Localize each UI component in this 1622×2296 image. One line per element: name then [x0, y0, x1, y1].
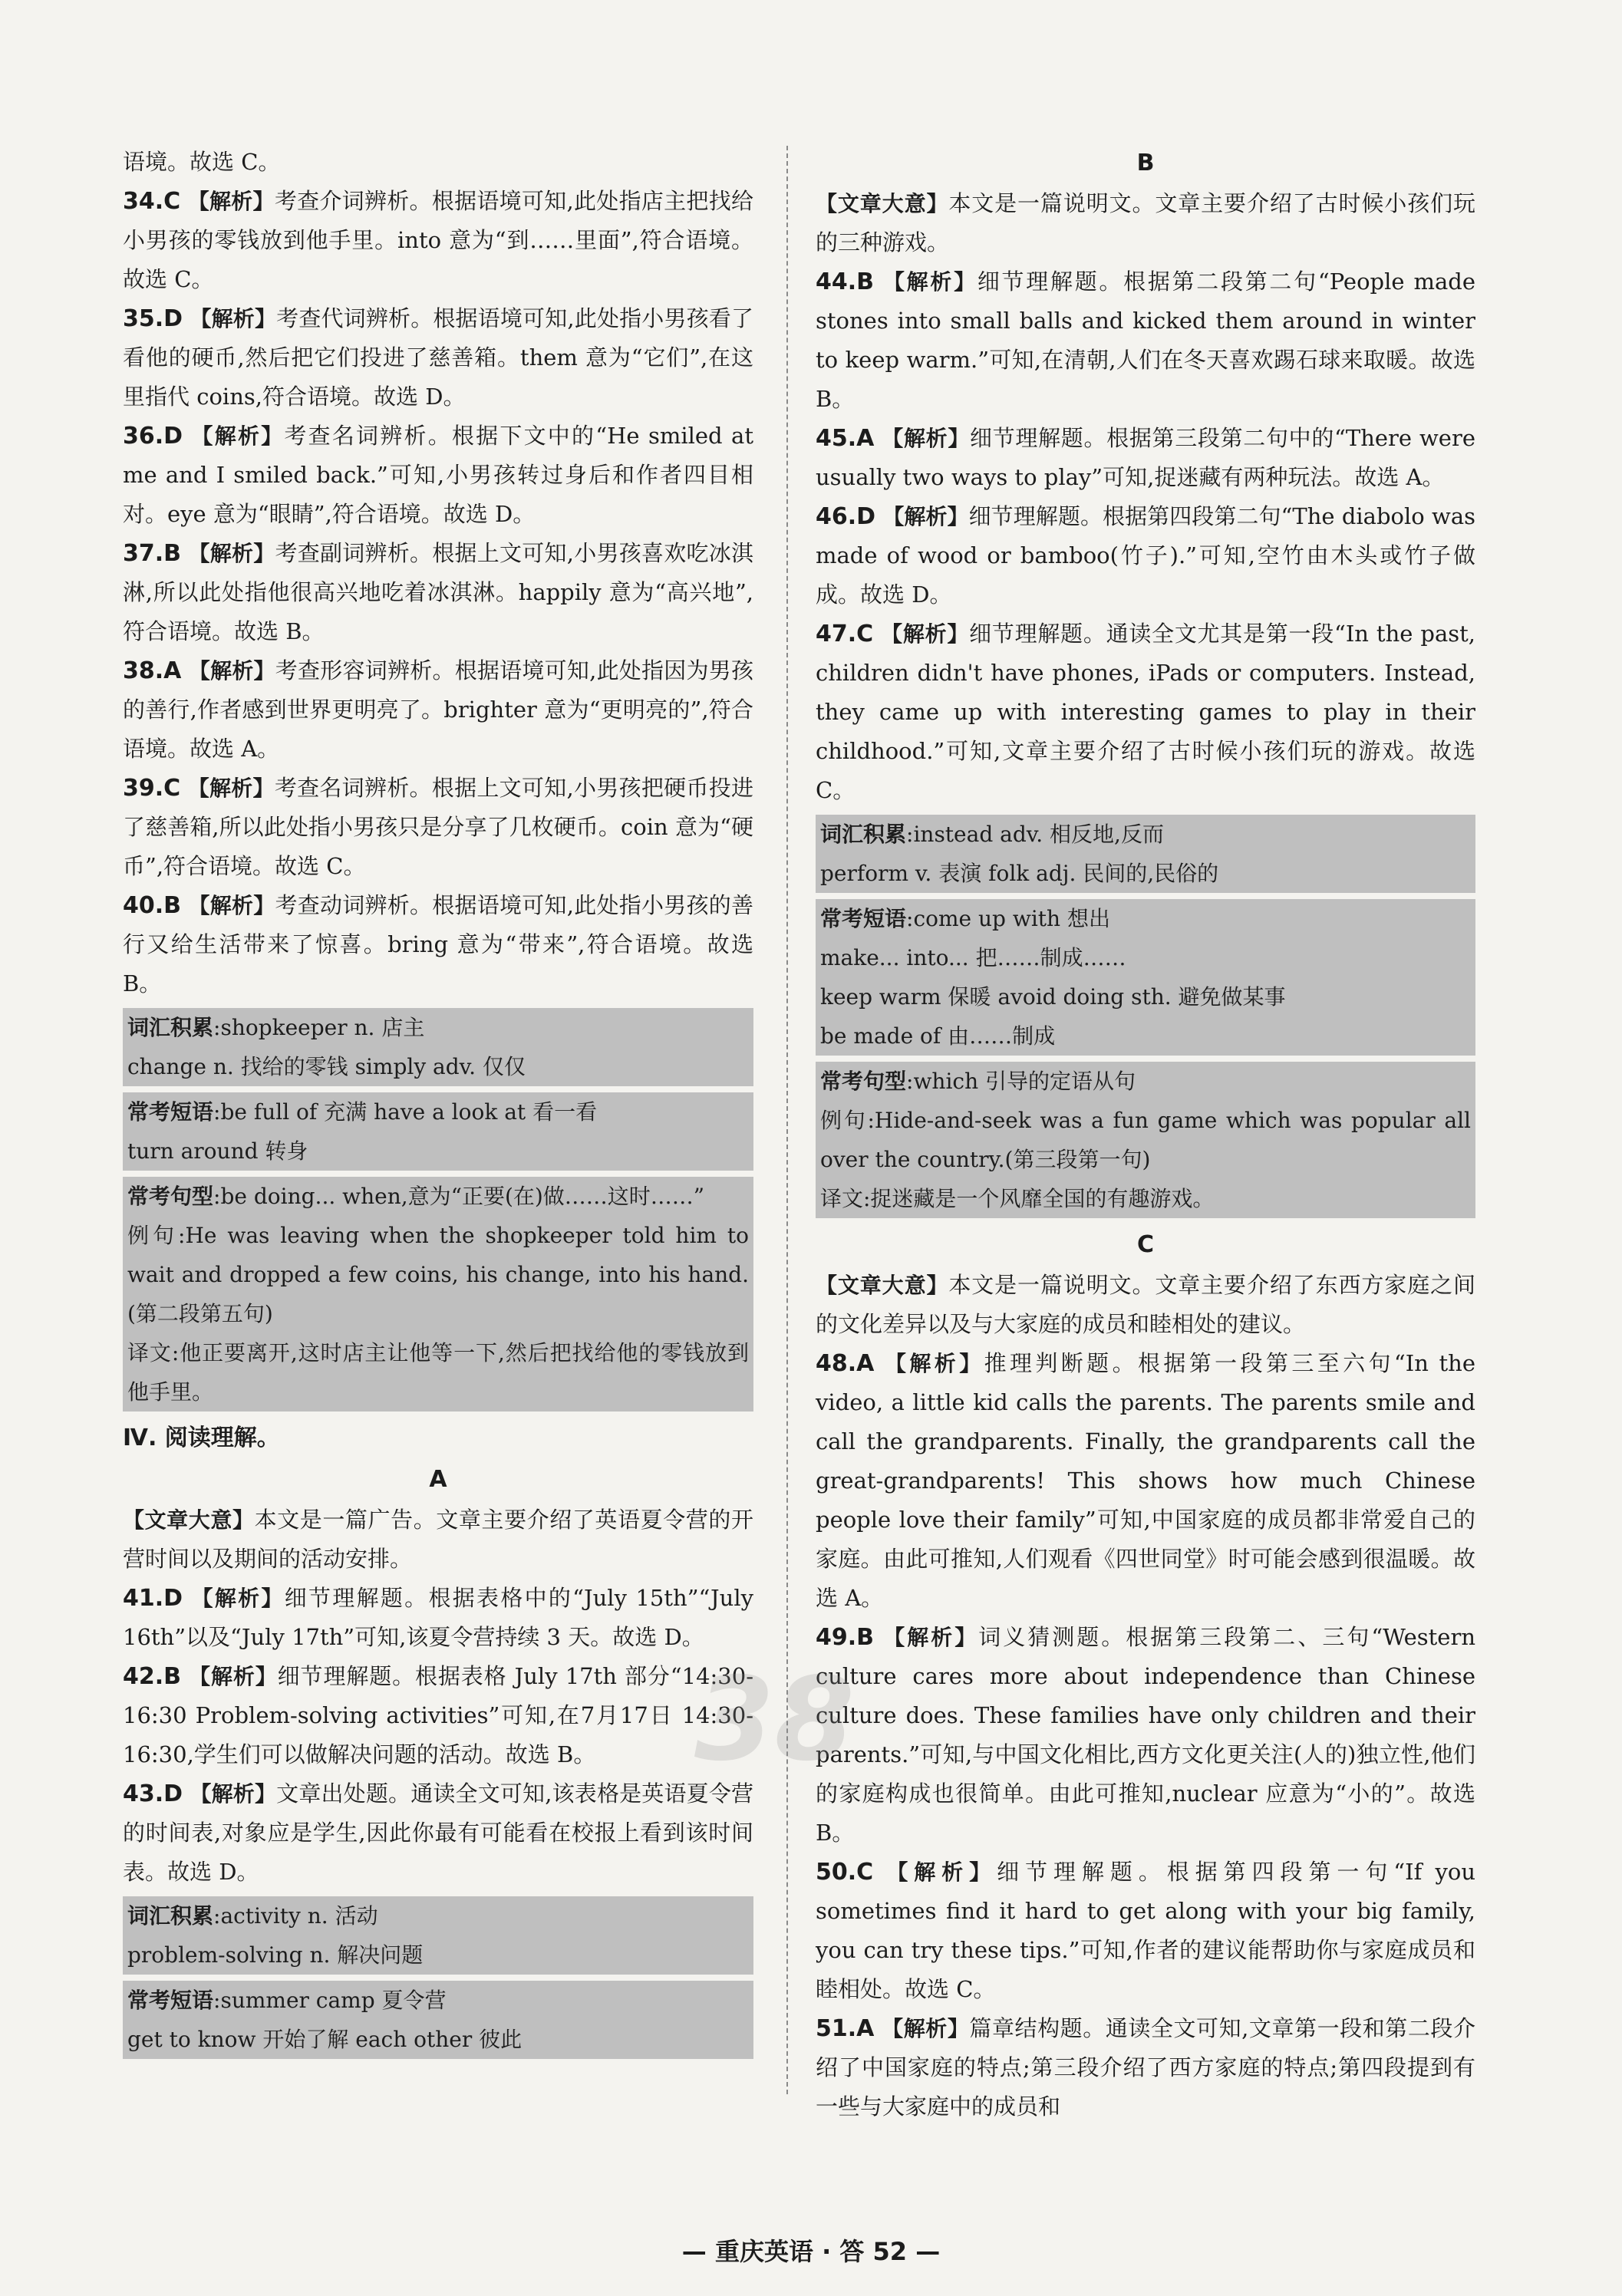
answer-text: 考查代词辨析。根据语境可知,此处指小男孩看了看他的硬币,然后把它们投进了慈善箱。them 意为“它们”,在这里指代 coins,符合语境。故选 D。: [123, 305, 753, 410]
note-label: 常考句型: [127, 1184, 214, 1209]
answer-item: [816, 614, 1475, 810]
section-tag: 【解析】: [188, 893, 275, 918]
answer-text: 细节理解题。根据表格中的“July 15th”“July 16th”以及“July 17th”可知,该夏令营持续 3 天。故选 D。: [123, 1585, 753, 1650]
note-text: turn around 转身: [127, 1138, 308, 1164]
note-label: 常考句型: [820, 1069, 907, 1094]
note-line: [820, 854, 1471, 893]
answer-item: [816, 1618, 1475, 1853]
answer-text: 文章出处题。通读全文可知,该表格是英语夏令营的时间表,对象应是学生,因此你最有可能看在校报上看到该时间表。故选 D。: [123, 1780, 753, 1885]
answer-item: [816, 262, 1475, 419]
answer-text: 考查副词辨析。根据上文可知,小男孩喜欢吃冰淇淋,所以此处指他很高兴地吃着冰淇淋。happily 意为“高兴地”,符合语境。故选 B。: [123, 540, 753, 644]
note-line: [127, 1216, 749, 1333]
answer-number: 48.A: [816, 1350, 875, 1377]
answer-item: [123, 1657, 753, 1774]
section-tag: 【解析】: [882, 2016, 970, 2041]
answer-number: 50.C: [816, 1859, 874, 1886]
answer-number: 43.D: [123, 1780, 183, 1807]
note-line: [820, 815, 1471, 854]
left-column: [123, 143, 753, 2065]
answer-number: 49.B: [816, 1624, 875, 1651]
note-line: [127, 1981, 749, 2020]
section-letter: B: [1136, 150, 1155, 176]
answer-number: 45.A: [816, 425, 875, 452]
note-text: :come up with 想出: [906, 906, 1110, 931]
note-text: :instead adv. 相反地,反而: [906, 822, 1164, 847]
note-line: [127, 1008, 749, 1047]
answer-item: [816, 497, 1475, 614]
answer-item: [123, 1500, 753, 1579]
note-text: :activity n. 活动: [213, 1903, 378, 1929]
answer-number: 44.B: [816, 268, 875, 295]
answer-number: 51.A: [816, 2015, 875, 2042]
note-line: [820, 1179, 1471, 1218]
answer-text: 细节理解题。根据第四段第二句“The diabolo was made of wood or bamboo(竹子).”可知,空竹由木头或竹子做成。故选 D。: [816, 503, 1475, 608]
note-line: [127, 2020, 749, 2059]
note-text: 例句:He was leaving when the shopkeeper told him to wait and dropped a few coins, his change, into his hand.(第二段第五句): [127, 1223, 749, 1326]
note-label: 常考短语: [127, 1988, 214, 2013]
answer-number: 39.C: [123, 775, 181, 802]
answer-number: 40.B: [123, 892, 182, 919]
answer-number: 42.B: [123, 1663, 182, 1690]
note-text: :be doing... when,意为“正要(在)做……这时……”: [213, 1184, 705, 1209]
section-tag: 【解析】: [190, 306, 277, 331]
right-column: [816, 143, 1475, 2126]
section-tag: 【解析】: [189, 1664, 278, 1689]
note-label: 常考短语: [820, 906, 907, 931]
section-tag: 【解析】: [881, 621, 970, 647]
section-tag: 【解析】: [191, 1586, 285, 1611]
note-text: get to know 开始了解 each other 彼此: [127, 2027, 523, 2052]
answer-number: 37.B: [123, 540, 182, 567]
note-line: [127, 1177, 749, 1216]
answer-item: [123, 182, 753, 299]
section-letter: C: [1136, 1231, 1155, 1258]
answer-number: 35.D: [123, 305, 183, 332]
paragraph: 语境。故选 C。: [123, 149, 281, 175]
answer-item: [816, 1853, 1475, 2009]
section-heading: Ⅳ. 阅读理解。: [123, 1425, 280, 1451]
answer-text: 本文是一篇说明文。文章主要介绍了东西方家庭之间的文化差异以及与大家庭的成员和睦相处的建议。: [816, 1272, 1475, 1337]
answer-text: 细节理解题。根据表格 July 17th 部分“14:30-16:30 Problem-solving activities”可知,在7月17日 14:30-16:30,学生们可以做解决问题的活动。故选 B。: [123, 1663, 753, 1767]
note-line: [127, 1092, 749, 1132]
answer-item: [123, 1579, 753, 1657]
note-box: [123, 1177, 753, 1412]
section-tag: 【解析】: [188, 541, 275, 566]
note-line: [820, 1016, 1471, 1056]
answer-item: [123, 651, 753, 769]
answer-number: 34.C: [123, 188, 181, 215]
answer-item: [123, 886, 753, 1003]
answer-item: [123, 1774, 753, 1892]
answer-item: [816, 1266, 1475, 1344]
note-box: [816, 815, 1475, 893]
answer-text: 细节理解题。根据第二段第二句“People made stones into small balls and kicked them around in winter to keep warm.”可知,在清朝,人们在冬天喜欢踢石球来取暖。故选 B。: [816, 268, 1475, 412]
section-tag: 【解析】: [885, 1351, 984, 1376]
section-tag: 【文章大意】: [816, 1273, 949, 1298]
page-footer: — 重庆英语 · 答 52 —: [681, 2237, 941, 2266]
note-line: [820, 977, 1471, 1016]
note-label: 词汇积累: [127, 1903, 214, 1929]
answer-item: [816, 184, 1475, 262]
note-line: [820, 938, 1471, 977]
note-text: :summer camp 夏令营: [213, 1988, 447, 2013]
note-label: 词汇积累: [127, 1015, 214, 1040]
answer-item: [816, 419, 1475, 497]
note-line: [820, 899, 1471, 938]
answer-text: 本文是一篇说明文。文章主要介绍了古时候小孩们玩的三种游戏。: [816, 190, 1475, 255]
answer-text: 篇章结构题。通读全文可知,文章第一段和第二段介绍了中国家庭的特点;第三段介绍了西方家庭的特点;第四段提到有一些与大家庭中的成员和: [816, 2015, 1475, 2120]
answer-item: [123, 299, 753, 417]
answer-text: 考查介词辨析。根据语境可知,此处指店主把找给小男孩的零钱放到他手里。into 意为“到……里面”,符合语境。故选 C。: [123, 188, 753, 292]
note-box: [123, 1981, 753, 2059]
note-text: keep warm 保暖 avoid doing sth. 避免做某事: [820, 984, 1286, 1010]
answer-text: 细节理解题。根据第四段第一句“If you sometimes find it hard to get along with your big family, you can try these tips.”可知,作者的建议能帮助你与家庭成员和睦相处。故选 C。: [816, 1859, 1475, 2002]
note-line: [127, 1132, 749, 1171]
answer-text: 词义猜测题。根据第三段第二、三句“Western culture cares more about independence than Chinese culture does. These families have only children and their parents.”可知,与中国文化相比,西方文化更关注(人的)独立性,他们的家庭构成也很简单。由此可推知,nuclear 应意为“小的”。故选 B。: [816, 1624, 1475, 1846]
answer-item: [123, 534, 753, 651]
section-tag: 【解析】: [190, 1781, 277, 1807]
watermark-logo: 38: [694, 1653, 855, 1787]
answer-text: 考查动词辨析。根据语境可知,此处指小男孩的善行又给生活带来了惊喜。bring 意为“带来”,符合语境。故选 B。: [123, 892, 753, 996]
note-text: :be full of 充满 have a look at 看一看: [213, 1099, 598, 1125]
answer-item: [123, 417, 753, 534]
answer-text: 考查名词辨析。根据上文可知,小男孩把硬币投进了慈善箱,所以此处指小男孩只是分享了几枚硬币。coin 意为“硬币”,符合语境。故选 C。: [123, 775, 753, 879]
column-divider: [786, 146, 788, 2094]
section-tag: 【文章大意】: [123, 1507, 255, 1533]
answer-text: 本文是一篇广告。文章主要介绍了英语夏令营的开营时间以及期间的活动安排。: [123, 1507, 753, 1572]
note-label: 常考短语: [127, 1099, 214, 1125]
answer-text: 推理判断题。根据第一段第三至六句“In the video, a little kid calls the parents. The parents smile and call the grandparents. Finally, the grandparents call the great-grandparents! This shows how much Chinese people love their family”可知,中国家庭的成员都非常爱自己的家庭。由此可推知,人们观看《四世同堂》时可能会感到很温暖。故选 A。: [816, 1350, 1476, 1611]
section-tag: 【解析】: [883, 1625, 979, 1650]
section-letter: A: [429, 1466, 447, 1493]
note-label: 词汇积累: [820, 822, 907, 847]
note-text: 译文:捉迷藏是一个风靡全国的有趣游戏。: [820, 1186, 1215, 1211]
note-line: [820, 1062, 1471, 1101]
answer-number: 36.D: [123, 423, 183, 450]
answer-text: 细节理解题。根据第三段第二句中的“There were usually two ways to play”可知,捉迷藏有两种玩法。故选 A。: [816, 425, 1475, 490]
note-text: perform v. 表演 folk adj. 民间的,民俗的: [820, 861, 1219, 886]
note-text: 译文:他正要离开,这时店主让他等一下,然后把找给他的零钱放到他手里。: [127, 1340, 749, 1405]
note-text: problem-solving n. 解决问题: [127, 1942, 424, 1968]
section-tag: 【解析】: [886, 1860, 997, 1885]
answer-item: [816, 2009, 1475, 2126]
note-line: [127, 1896, 749, 1935]
answer-item: [816, 1344, 1475, 1618]
note-line: [127, 1047, 749, 1086]
answer-text: 考查形容词辨析。根据语境可知,此处指因为男孩的善行,作者感到世界更明亮了。brighter 意为“更明亮的”,符合语境。故选 A。: [123, 657, 753, 762]
note-text: make... into... 把……制成……: [820, 945, 1126, 970]
note-box: [816, 899, 1475, 1056]
answer-number: 38.A: [123, 657, 182, 684]
note-box: [123, 1092, 753, 1171]
answer-number: 41.D: [123, 1585, 183, 1612]
note-text: :shopkeeper n. 店主: [213, 1015, 425, 1040]
note-box: [816, 1062, 1475, 1218]
section-tag: 【解析】: [882, 269, 977, 295]
section-tag: 【解析】: [187, 189, 275, 214]
section-tag: 【文章大意】: [816, 191, 949, 216]
answer-number: 47.C: [816, 621, 874, 647]
note-line: [820, 1101, 1471, 1179]
answer-number: 46.D: [816, 503, 876, 530]
note-text: 例句:Hide-and-seek was a fun game which was popular all over the country.(第三段第一句): [820, 1108, 1471, 1172]
note-text: :which 引导的定语从句: [906, 1069, 1136, 1094]
answer-text: 细节理解题。通读全文尤其是第一段“In the past, children didn't have phones, iPads or computers. Instead, they came up with interesting games to play in their childhood.”可知,文章主要介绍了古时候小孩们玩的游戏。故选 C。: [816, 621, 1475, 803]
section-tag: 【解析】: [187, 776, 275, 801]
answer-text: 考查名词辨析。根据下文中的“He smiled at me and I smiled back.”可知,小男孩转过身后和作者四目相对。eye 意为“眼睛”,符合语境。故选 D。: [123, 423, 753, 527]
note-text: be made of 由……制成: [820, 1023, 1056, 1049]
note-box: [123, 1896, 753, 1975]
note-line: [127, 1333, 749, 1412]
section-tag: 【解析】: [882, 504, 969, 529]
note-line: [127, 1935, 749, 1975]
note-text: change n. 找给的零钱 simply adv. 仅仅: [127, 1054, 526, 1079]
section-tag: 【解析】: [188, 658, 275, 684]
section-tag: 【解析】: [882, 426, 971, 451]
answer-item: [123, 769, 753, 886]
note-box: [123, 1008, 753, 1086]
section-tag: 【解析】: [191, 423, 285, 449]
